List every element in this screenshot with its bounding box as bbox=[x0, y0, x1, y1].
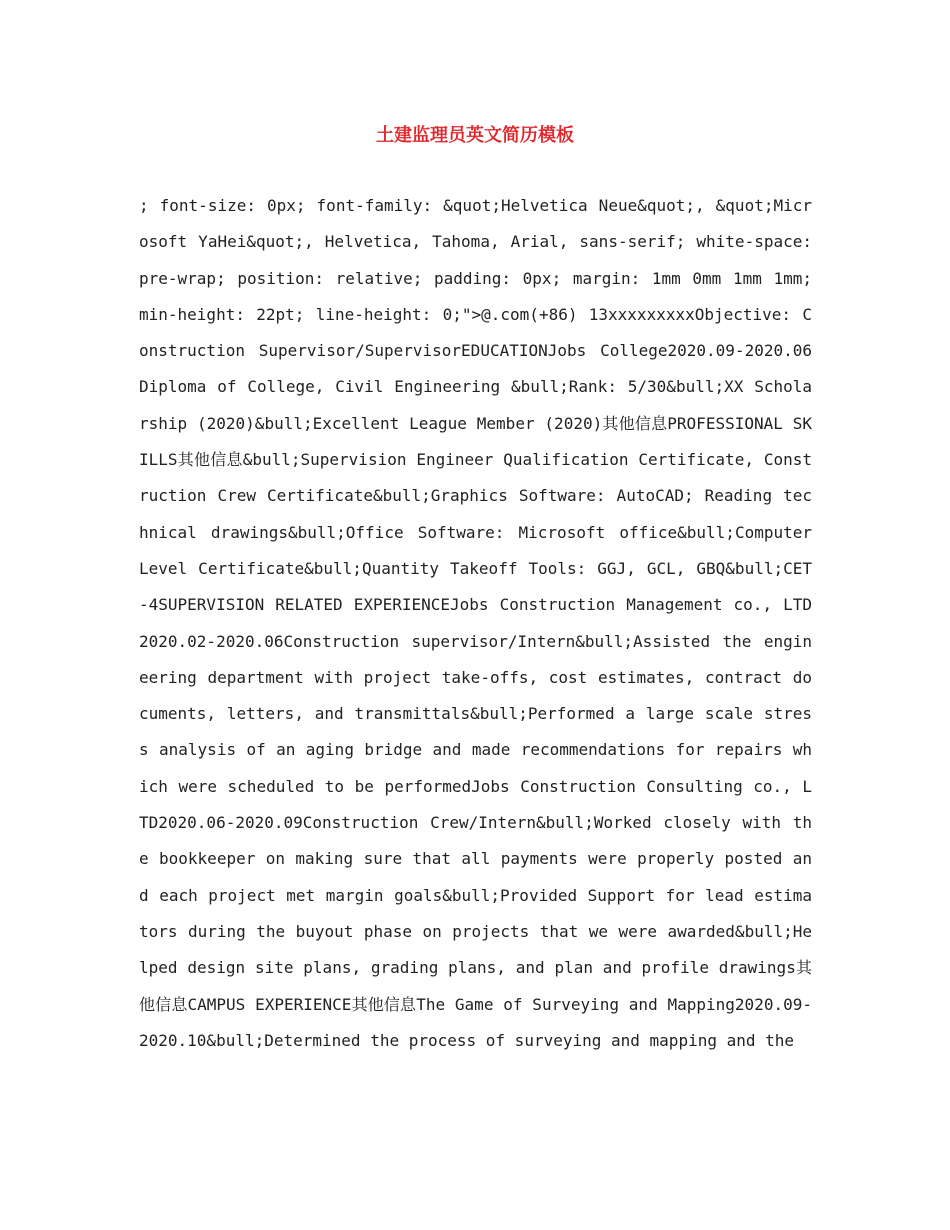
document-title: 土建监理员英文简历模板 bbox=[376, 125, 574, 146]
document-body-text: ; font-size: 0px; font-family: &quot;Helvetica Neue&quot;, &quot;Microsoft YaHei&quot;, Helvetica, Tahoma, Arial, sans-serif; white-space: pre-wrap; position: relative; padding: 0px; margin: 1mm 0mm 1mm 1mm; min-height: 22pt; line-height: 0;">@.com(+86) 13xxxxxxxxxObjective: Construction Supervisor/SupervisorEDUCATIONJobs College2020.09-2020.06Diploma of College, Civil Engineering &bull;Rank: 5/30&bull;XX Scholarship (2020)&bull;Excellent League Member (2020)其他信息PROFESSIONAL SKILLS其他信息&bull;Supervision Engineer Qualification Certificate, Construction Crew Certificate&bull;Graphics Software: AutoCAD; Reading technical drawings&bull;Office Software: Microsoft office&bull;Computer Level Certificate&bull;Quantity Takeoff Tools: GGJ, GCL, GBQ&bull;CET-4SUPERVISION RELATED EXPERIENCEJobs Construction Management co., LTD2020.02-2020.06Construction supervisor/Intern&bull;Assisted the engineering department with project take-offs, cost estimates, contract documents, letters, and transmittals&bull;Performed a large scale stress analysis of an aging bridge and made recommendations for repairs which were scheduled to be performedJobs Construction Consulting co., LTD2020.06-2020.09Construction Crew/Intern&bull;Worked closely with the bookkeeper on making sure that all payments were properly posted and each project met margin goals&bull;Provided Support for lead estimators during the buyout phase on projects that we were awarded&bull;Helped design site plans, grading plans, and plan and profile drawings其他信息CAMPUS EXPERIENCE其他信息The Game of Surveying and Mapping2020.09-2020.10&bull;Determined the process of surveying and mapping and the bbox=[139, 196, 812, 1050]
